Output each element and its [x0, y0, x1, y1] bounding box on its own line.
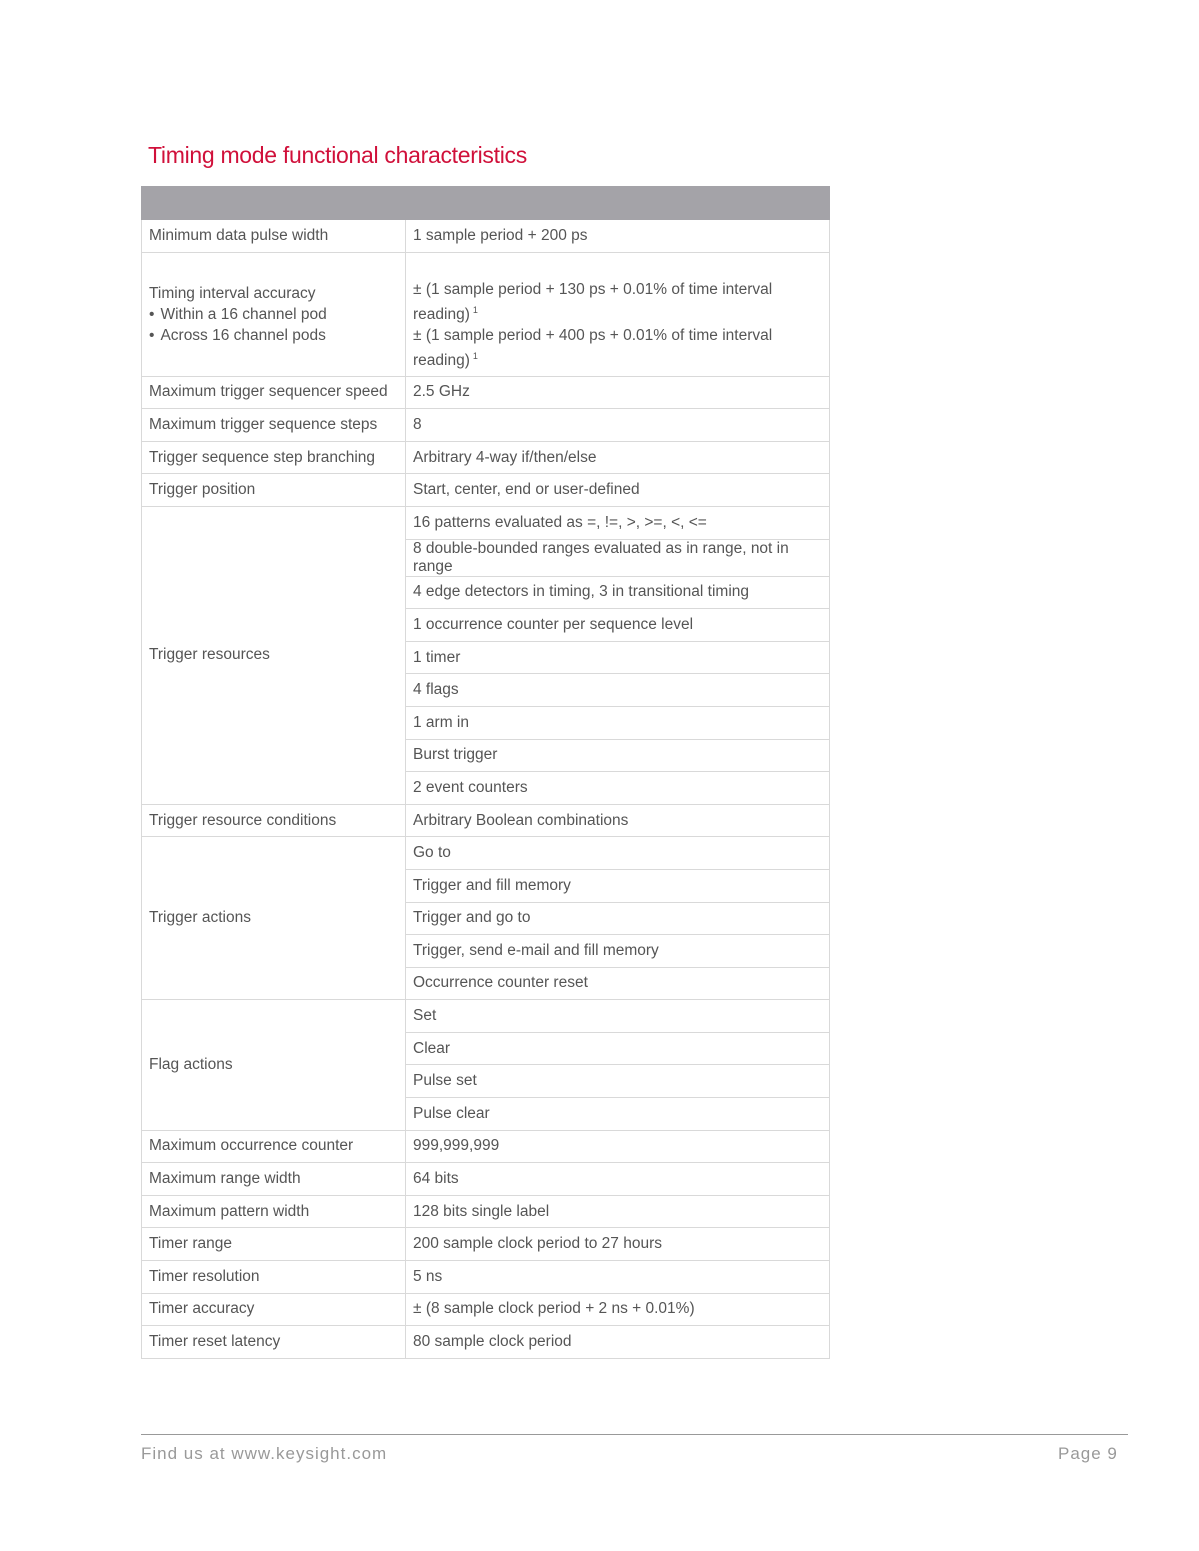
table-row — [142, 409, 830, 442]
value-text: ± (1 sample period + 400 ps + 0.01% of time interval reading) — [413, 326, 773, 369]
row-value: Trigger and fill memory — [406, 869, 830, 902]
row-value: Arbitrary 4-way if/then/else — [406, 441, 830, 474]
bullet-item: • Within a 16 channel pod — [149, 304, 398, 325]
value-text: ± (1 sample period + 130 ps + 0.01% of time interval reading) — [413, 280, 773, 323]
row-value: Arbitrary Boolean combinations — [406, 804, 830, 837]
table-row — [142, 1261, 830, 1294]
row-label — [142, 252, 406, 376]
row-value: 80 sample clock period — [406, 1326, 830, 1359]
row-label: Maximum pattern width — [142, 1195, 406, 1228]
row-value: ± (8 sample clock period + 2 ns + 0.01%) — [406, 1293, 830, 1326]
table-row — [142, 252, 830, 376]
row-value: 16 patterns evaluated as =, !=, >, >=, <, <= — [406, 506, 830, 539]
row-label: Timer resolution — [142, 1261, 406, 1294]
table-row — [142, 1000, 830, 1033]
row-value: Start, center, end or user-defined — [406, 474, 830, 507]
spec-table — [141, 186, 830, 1359]
row-label: Flag actions — [142, 1000, 406, 1130]
row-label: Minimum data pulse width — [142, 220, 406, 253]
row-value: 64 bits — [406, 1163, 830, 1196]
row-label: Timer range — [142, 1228, 406, 1261]
label-text: Timing interval accuracy — [149, 284, 316, 302]
row-label: Trigger actions — [142, 837, 406, 1000]
row-value: 128 bits single label — [406, 1195, 830, 1228]
row-label: Trigger sequence step branching — [142, 441, 406, 474]
row-value: 200 sample clock period to 27 hours — [406, 1228, 830, 1261]
row-value: 1 arm in — [406, 706, 830, 739]
table-row — [142, 1195, 830, 1228]
page-number: Page 9 — [1058, 1444, 1118, 1463]
row-label: Maximum occurrence counter — [142, 1130, 406, 1163]
row-value: 1 sample period + 200 ps — [406, 220, 830, 253]
row-value: Set — [406, 1000, 830, 1033]
table-row — [142, 220, 830, 253]
row-value: 1 occurrence counter per sequence level — [406, 609, 830, 642]
row-label: Timer accuracy — [142, 1293, 406, 1326]
table-row — [142, 1130, 830, 1163]
table-row — [142, 474, 830, 507]
table-row — [142, 1228, 830, 1261]
footer-divider — [141, 1434, 1128, 1435]
row-value: 4 flags — [406, 674, 830, 707]
row-value: 999,999,999 — [406, 1130, 830, 1163]
row-label: Timer reset latency — [142, 1326, 406, 1359]
bullet-item: • Across 16 channel pods — [149, 325, 398, 346]
row-value: 8 — [406, 409, 830, 442]
footnote-ref: 1 — [472, 350, 478, 361]
row-label: Maximum trigger sequence steps — [142, 409, 406, 442]
row-value: 1 timer — [406, 641, 830, 674]
row-label: Maximum range width — [142, 1163, 406, 1196]
table-row — [142, 376, 830, 409]
row-value: 2.5 GHz — [406, 376, 830, 409]
table-header-row — [142, 187, 830, 220]
row-label: Maximum trigger sequencer speed — [142, 376, 406, 409]
row-value: 8 double-bounded ranges evaluated as in range, not in range — [406, 539, 830, 576]
table-row — [142, 1163, 830, 1196]
row-value: Trigger, send e-mail and fill memory — [406, 935, 830, 968]
table-row — [142, 441, 830, 474]
row-value: Occurrence counter reset — [406, 967, 830, 1000]
row-label: Trigger resources — [142, 506, 406, 804]
table-row — [142, 804, 830, 837]
row-value: 2 event counters — [406, 772, 830, 805]
footnote-ref: 1 — [472, 304, 478, 315]
row-value: Burst trigger — [406, 739, 830, 772]
row-label: Trigger resource conditions — [142, 804, 406, 837]
row-label: Trigger position — [142, 474, 406, 507]
row-value: 5 ns — [406, 1261, 830, 1294]
footer-website: Find us at www.keysight.com — [141, 1444, 388, 1463]
row-value: Pulse set — [406, 1065, 830, 1098]
table-row — [142, 1293, 830, 1326]
row-value: Clear — [406, 1032, 830, 1065]
section-title: Timing mode functional characteristics — [148, 142, 527, 168]
row-value: Pulse clear — [406, 1098, 830, 1131]
table-row — [142, 1326, 830, 1359]
row-value: 4 edge detectors in timing, 3 in transitional timing — [406, 576, 830, 609]
row-value: Trigger and go to — [406, 902, 830, 935]
table-row — [142, 837, 830, 870]
table-row — [142, 506, 830, 539]
row-value — [406, 252, 830, 376]
row-value: Go to — [406, 837, 830, 870]
